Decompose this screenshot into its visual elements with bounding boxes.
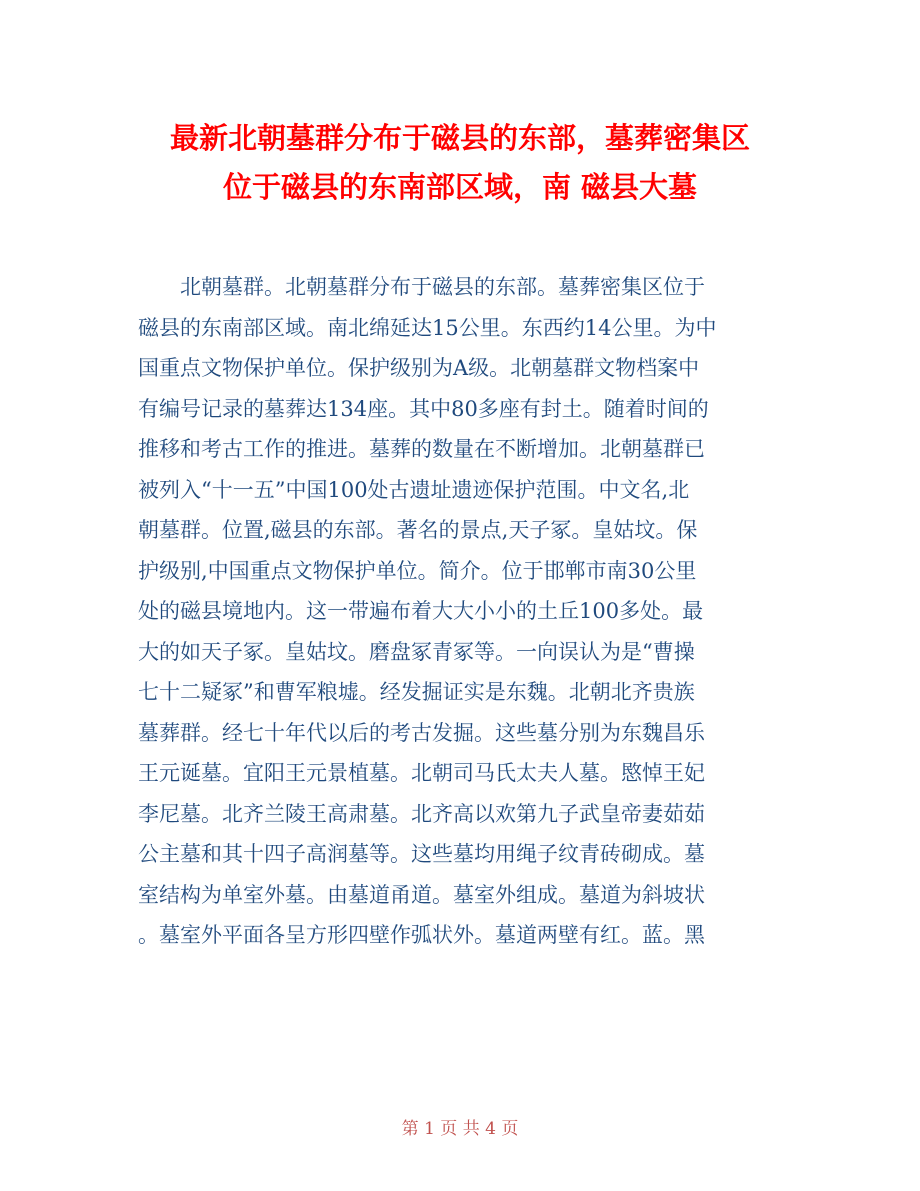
body-line: 王元诞墓。宜阳王元景植墓。北朝司马氏太夫人墓。愍悼王妃 xyxy=(138,761,705,785)
body-line: 大的如天子冢。皇姑坟。磨盘冢青冢等。一向误认为是“曹操 xyxy=(138,639,695,664)
body-line: 北朝墓群。北朝墓群分布于磁县的东部。墓葬密集区位于 xyxy=(138,275,705,299)
body-line: 墓葬群。经七十年代以后的考古发掘。这些墓分别为东魏昌乐 xyxy=(138,720,705,745)
body-line: 公主墓和其十四子高润墓等。这些墓均用绳子纹青砖砌成。墓 xyxy=(138,842,705,866)
body-line: 。墓室外平面各呈方形四壁作弧状外。墓道两壁有红。蓝。黑 xyxy=(138,923,705,947)
body-line: 国重点文物保护单位。保护级别为A级。北朝墓群文物档案中 xyxy=(138,356,700,380)
document-body xyxy=(138,267,788,956)
page-footer: 第 1 页 共 4 页 xyxy=(401,1119,519,1139)
body-line: 处的磁县境地内。这一带遍布着大大小小的土丘100多处。最 xyxy=(138,599,704,623)
title-line: 最新北朝墓群分布于磁县的东部，墓葬密集区 xyxy=(169,121,750,155)
document-title xyxy=(130,114,790,212)
title-line: 位于磁县的东南部区域，南 磁县大墓 xyxy=(222,170,698,204)
body-line: 李尼墓。北齐兰陵王高肃墓。北齐高以欢第九子武皇帝妻茹茹 xyxy=(138,801,705,826)
body-line: 护级别,中国重点文物保护单位。简介。位于邯郸市南30公里 xyxy=(138,558,697,583)
body-line: 被列入“十一五”中国100处古遗址遗迹保护范围。中文名,北 xyxy=(138,477,690,502)
body-line: 磁县的东南部区域。南北绵延达15公里。东西约14公里。为中 xyxy=(138,315,717,340)
body-line: 有编号记录的墓葬达134座。其中80多座有封土。随着时间的 xyxy=(138,396,709,421)
body-line: 七十二疑冢”和曹军粮墟。经发掘证实是东魏。北朝北齐贵族 xyxy=(138,680,695,704)
body-line: 推移和考古工作的推进。墓葬的数量在不断增加。北朝墓群已 xyxy=(138,437,705,461)
body-line: 室结构为单室外墓。由墓道甬道。墓室外组成。墓道为斜坡状 xyxy=(138,882,705,907)
body-line: 朝墓群。位置,磁县的东部。著名的景点,天子冢。皇姑坟。保 xyxy=(138,518,698,542)
